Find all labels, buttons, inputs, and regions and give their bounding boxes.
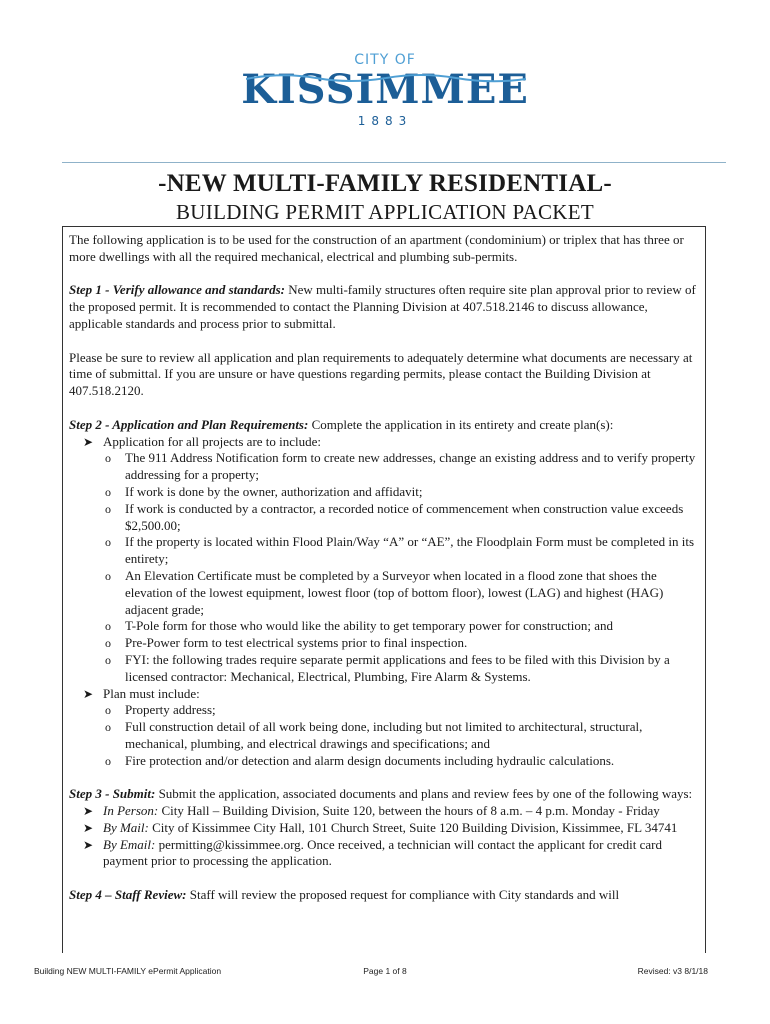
way-label: By Mail: [103, 819, 149, 835]
arrowhead-bullet-icon: ➤ [83, 686, 94, 701]
page-subtitle: BUILDING PERMIT APPLICATION PACKET [176, 200, 594, 224]
plan-label: Plan must include: [103, 685, 200, 701]
logo-wave-icon [246, 70, 526, 84]
step2-list [69, 434, 699, 770]
arrowhead-bullet-icon: ➤ [83, 820, 94, 835]
spacer [69, 870, 699, 887]
list-item [105, 635, 699, 652]
step4-text: Staff will review the proposed request for compliance with City standards and will [186, 887, 620, 903]
plan-item-text: Full construction detail of all work being done, including but not limited to architectural, structural, mechanical, plumbing, and electrical drawings and specifications; and [125, 719, 643, 751]
step3-text: Submit the application, associated documents and plans and review fees by one of the following ways: [155, 786, 693, 802]
application-item-text: An Elevation Certificate must be completed by a Surveyor when located in a flood zone that shoes the elevation of the lowest equipment, lowest floor (top of bottom floor), lowest (LAG) and highest (HAG) adjacent grade; [125, 567, 664, 617]
list-item [105, 753, 699, 770]
city-logo [0, 52, 770, 128]
hollow-circle-bullet-icon: o [105, 501, 111, 516]
logo-city-name: KISSIMMEE [241, 66, 529, 113]
step2-text: Complete the application in its entirety and create plan(s): [308, 416, 614, 432]
application-item-text: The 911 Address Notification form to create new addresses, change an existing address and to verify property addressing for a property; [125, 450, 696, 483]
step1-paragraph [69, 282, 699, 332]
application-item-text: Pre-Power form to test electrical systems prior to final inspection. [125, 635, 468, 651]
instructions-box [62, 226, 706, 953]
arrowhead-bullet-icon: ➤ [83, 804, 94, 819]
way-label: In Person: [103, 803, 159, 819]
plan-items-list [103, 702, 699, 769]
plan-item-text: Fire protection and/or detection and alarm design documents including hydraulic calculations. [125, 752, 615, 768]
list-item [105, 702, 699, 719]
application-items-list [103, 450, 699, 685]
step2-heading: Step 2 - Application and Plan Requirements: [69, 416, 309, 432]
review-note-paragraph: Please be sure to review all application and plan requirements to adequately determine what documents are necessary at time of submittal. If you are unsure or have questions regarding permits, please contact the Building Division at 407.518.2120. [69, 349, 693, 399]
footer-revision: Revised: v3 8/1/18 [637, 966, 708, 976]
hollow-circle-bullet-icon: o [105, 451, 111, 466]
list-item [83, 686, 699, 770]
way-text: permitting@kissimmee.org. Once received, a technician will contact the applicant for credit card payment prior to processing the application. [103, 836, 662, 869]
list-item [105, 501, 699, 535]
hollow-circle-bullet-icon: o [105, 535, 111, 550]
application-item-text: If the property is located within Flood Plain/Way “A” or “AE”, the Floodplain Form must be completed in its entirety; [125, 534, 695, 567]
arrowhead-bullet-icon: ➤ [83, 434, 94, 449]
application-item-text: FYI: the following trades require separate permit applications and fees to be filed with this Division by a licensed contractor: Mechanical, Electrical, Plumbing, Fire Alarm & Systems. [125, 651, 670, 684]
plan-item-text: Property address; [125, 702, 216, 718]
step4-heading: Step 4 – Staff Review: [69, 887, 187, 903]
list-item [105, 450, 699, 484]
footer-page-number: Page 1 of 8 [363, 966, 407, 976]
application-item-text: If work is conducted by a contractor, a recorded notice of commencement when construction value exceeds $2,500.00; [125, 500, 684, 533]
list-item [83, 434, 699, 686]
application-item-text: If work is done by the owner, authorization and affidavit; [125, 483, 423, 499]
list-item [83, 820, 699, 837]
footer-document-name: Building NEW MULTI-FAMILY ePermit Application [34, 966, 222, 976]
hollow-circle-bullet-icon: o [105, 753, 111, 768]
list-item [105, 652, 699, 686]
header-divider [62, 162, 726, 163]
step1-text: New multi-family structures often require site plan approval prior to review of the proposed permit. It is recommended to contact the Planning Division at 407.518.2146 to discuss allowance, applicable standards and process prior to submittal. [69, 282, 696, 331]
hollow-circle-bullet-icon: o [105, 484, 111, 499]
step2-section [69, 417, 699, 770]
list-item [105, 534, 699, 568]
way-text: City Hall – Building Division, Suite 120, between the hours of 8 a.m. – 4 p.m. Monday - Friday [158, 803, 660, 819]
hollow-circle-bullet-icon: o [105, 568, 111, 583]
step3-line [69, 786, 699, 803]
intro-paragraph: The following application is to be used for the construction of an apartment (condominium) or triplex that has three or more dwellings with all the required mechanical, electrical and plumbing sub-permits. [69, 232, 684, 264]
hollow-circle-bullet-icon: o [105, 720, 111, 735]
step3-section [69, 786, 699, 870]
step1-heading: Step 1 - Verify allowance and standards: [69, 282, 285, 298]
way-label: By Email: [103, 836, 156, 852]
step4-paragraph [69, 887, 699, 904]
submission-ways-list [69, 803, 699, 870]
arrowhead-bullet-icon: ➤ [83, 837, 94, 852]
application-item-text: T-Pole form for those who would like the ability to get temporary power for construction; and [125, 618, 613, 634]
way-text: City of Kissimmee City Hall, 101 Church Street, Suite 120 Building Division, Kissimmee, FL 34741 [148, 819, 678, 835]
hollow-circle-bullet-icon: o [105, 703, 111, 718]
list-item [83, 803, 699, 820]
logo-city-of: CITY OF [354, 52, 416, 68]
spacer [69, 770, 699, 787]
hollow-circle-bullet-icon: o [105, 636, 111, 651]
step3-heading: Step 3 - Submit: [69, 786, 156, 802]
list-item [105, 568, 699, 618]
application-label: Application for all projects are to include: [103, 433, 322, 449]
list-item [105, 618, 699, 635]
list-item [83, 837, 699, 871]
hollow-circle-bullet-icon: o [105, 652, 111, 667]
list-item [105, 484, 699, 501]
list-item [105, 719, 699, 753]
hollow-circle-bullet-icon: o [105, 619, 111, 634]
logo-year: 1883 [357, 114, 413, 128]
step2-line [69, 417, 699, 434]
page-title: -NEW MULTI-FAMILY RESIDENTIAL- [158, 170, 612, 197]
